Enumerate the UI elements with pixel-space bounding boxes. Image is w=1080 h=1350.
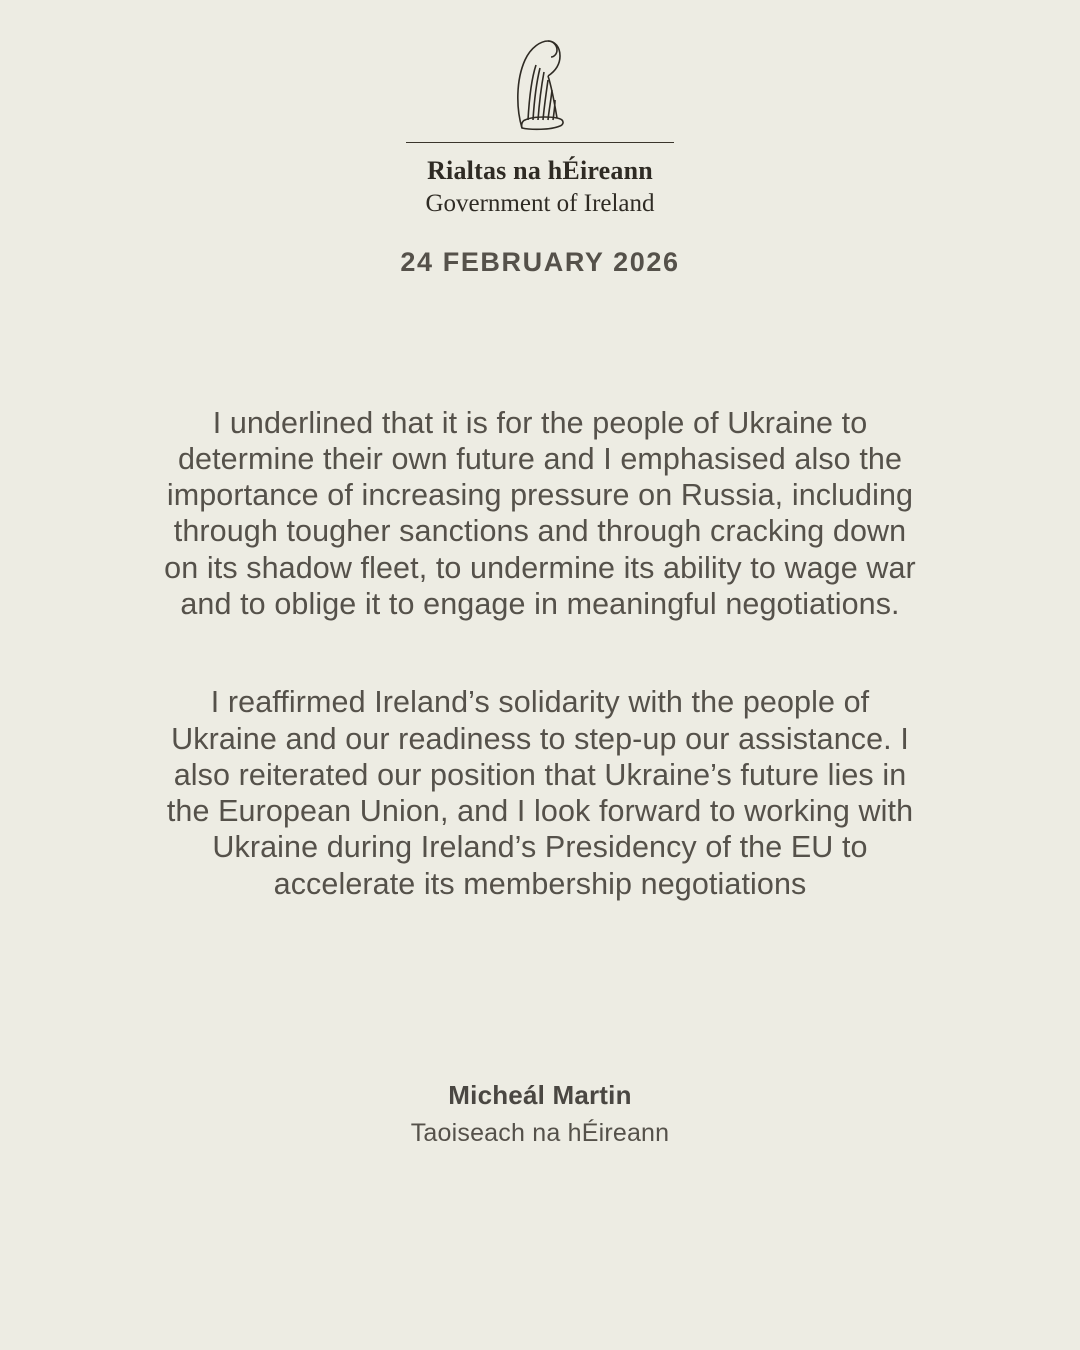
statement-paragraph-1: I underlined that it is for the people of Ukraine to determine their own future and I emphasised also the importance of increasing pressure on Russia, including through tougher sanctions and through cracking down on its shadow fleet, to undermine its ability to wage war and to oblige it to engage in meaningful negotiations. (164, 405, 916, 621)
government-name-irish: Rialtas na hÉireann (427, 156, 653, 185)
government-name-english: Government of Ireland (425, 189, 655, 217)
signature-title: Taoiseach na hÉireann (410, 1119, 670, 1148)
statement-date: 24 FEBRUARY 2026 (400, 247, 680, 278)
signature-block (411, 1080, 670, 1148)
statement-paragraph-2: I reaffirmed Ireland’s solidarity with the people of Ukraine and our readiness to step-up our assistance. I also reiterated our position that Ukraine’s future lies in the European Union, and I look forward to working with Ukraine during Ireland’s Presidency of the EU to accelerate its membership negotiations (166, 685, 914, 901)
crest-divider (406, 142, 674, 143)
signature-name: Micheál Martin (448, 1080, 632, 1111)
government-crest-block (0, 36, 1080, 217)
statement-body (160, 374, 920, 932)
irish-harp-icon (507, 36, 573, 136)
